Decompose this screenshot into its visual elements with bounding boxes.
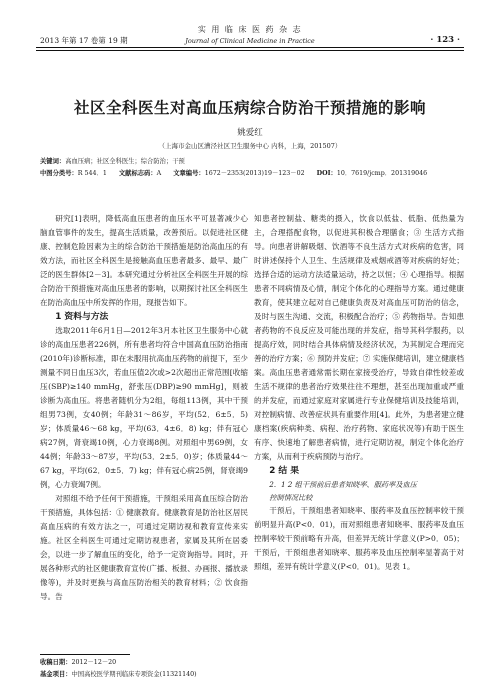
issue-label: 2013 年第 17 卷第 19 期: [40, 36, 128, 45]
received-date-line: [40, 657, 116, 666]
journal-header: [0, 24, 500, 45]
subsection-heading-2-1-line2: 控制情况比较: [269, 493, 313, 502]
journal-name-en: Journal of Clinical Medicine in Practice: [185, 37, 315, 45]
doc-code-value: A: [156, 170, 162, 177]
header-rule: [36, 47, 464, 48]
methods-paragraph-2: 对照组不给予任何干预措施，干预组采用高血压综合防治干预措施，具体包括：① 健康教育。健康教育是防治社区居民高血压病的有效方法之一，可通过定期访视和教育宣传来实施。社区全科医生可通过定期访视患者，家属及其所在居委会，以进一步了解血压的变化，给予一定资询指导。同时，开展各种形式的社区健康教育宣传(广播、板报、办画报、播放录像等)，并及时更换与高血压防治相关的教育材料；② 饮食指导。告: [40, 494, 248, 601]
fund-line: [40, 669, 197, 678]
clc-value: R 544．1: [77, 170, 107, 177]
header-rule-thin: [36, 50, 464, 51]
subsection-heading-2-1: [254, 478, 464, 504]
keywords-label: 关键词：: [40, 158, 66, 165]
doi-label: DOI：: [316, 170, 337, 177]
clc-label: 中图分类号：: [40, 170, 78, 177]
results-paragraph: 干预后，干预组患者知晓率、服药率及血压控制率较干预前明显升高(P<0．01)，而对照组患者知晓率、服药率及血压控制率较干预前略有升高，但差异无统计学意义(P>0．05)；干预后，干预组患者知晓率、服药率及血压控制率显著高于对照组，差异有统计学意义(P<0．01)。见表 1。: [254, 506, 464, 571]
article-no-value: 1672－2353(2013)19－123－02: [204, 170, 305, 177]
journal-name-cn: 实 用 临 床 医 药 杂 志: [197, 25, 303, 34]
intro-paragraph: 研究[1]表明，降低高血压患者的血压水平可显著减少心脑血管事件的发生，提高生活质量，改善预后。以促进社区健康、控制危险因素为主的综合防治干预措施是防治高血压的有效方法，而社区全科医生是接触高血压患者最多、最早、最广泛的医生群体[2－3]。本研究通过分析社区全科医生开展的综合防治干预措施对高血压患者的影响，以期探讨社区全科医生在防治高血压中所发挥的作用，现报告如下。: [40, 214, 248, 307]
doc-code-label: 文献标志码：: [118, 170, 157, 177]
methods-paragraph-2-continued: 知患者控制盐、糖类的摄入，饮食以低盐、低脂、低热量为主，合理搭配食物，以促进其积极合理膳食；③ 生活方式指导。向患者讲解吸烟、饮酒等不良生活方式对疾病的危害，同时讲述保持个人卫生、生活规律及戒烟戒酒等对疾病的好处；选择合适的运动方法适量运动，持之以恒；④ 心理指导。根据患者不同病情及心情，制定个体化的心理指导方案。通过健康教育，使其建立起对自己健康负责及对高血压可防治的信念，及时与医生沟通、交流，积极配合治疗；⑤ 药物指导。告知患者药物的不良反应及可能出现的并发症，指导其科学服药，以提高疗效，同时结合具体病情及经济状况，为其制定合理而完善的治疗方案；⑥ 预防并发症；⑦ 实施保健培训，建立健康档案。高血压患者通常需长期在家接受治疗，导致自律性较差或生活不规律的患者治疗效果往往不理想，甚至出现加重或严重的并发症，而通过家庭对家属进行专业保健培训及技能培训，对控制病情、改善症状具有重要作用[4]。此外，为患者建立健康档案(疾病种类、病程、治疗药物、家庭状况等)有助于医生有序、快速地了解患者病情，进行定期访视，制定个体化治疗方案，从而利于疾病预防与治疗。: [254, 214, 464, 461]
article-title: 社区全科医生对高血压病综合防治干预措施的影响: [73, 99, 426, 117]
left-column: [40, 212, 248, 604]
received-date: 2012－12－20: [71, 659, 117, 666]
page-number: · 123 ·: [430, 35, 460, 45]
doi-value: 10．7619/jcmp．201319046: [336, 170, 428, 177]
affiliation: （上海市金山区漕泾社区卫生服务中心 内科，上海，201507）: [158, 142, 342, 150]
fund-value: 中国高校医学期刊临床专项资金(11321140): [71, 671, 197, 678]
author: 姚爱红: [237, 128, 263, 138]
received-label: 收稿日期：: [40, 659, 72, 666]
article-no-label: 文章编号：: [173, 170, 205, 177]
section-heading-results: 2 结 果: [269, 466, 300, 476]
keywords: 高血压病；社区全科医生；综合防治；干预: [65, 158, 185, 165]
fund-label: 基金项目：: [40, 671, 72, 678]
subsection-heading-2-1-line1: 2．1 2 组干预前后患者知晓率、服药率及血压: [269, 480, 417, 489]
methods-paragraph-1: 选取2011年6月1日—2012年3月本社区卫生服务中心就诊的高血压患者226例，所有患者均符合中国高血压防治指南(2010年)诊断标准，即在未服用抗高血压药物的前提下，至少测量不同日血压3次，若血压值2次或>2次超出正常范围[收缩压(SBP)≥140 mmHg，舒张压(DBP)≥90 mmHg]，则被诊断为高血压。将患者随机分为2组，每组113例，其中干预组男73例，女40例；年龄31～86岁，平均(52．6±5．5)岁；体质量46～68 kg，平均(63．4±6．8) kg；伴有冠心病27例，肾衰竭10例，心力衰竭8例。对照组中男69例，女44例；年龄33～87岁，平均(53．2±5．0)岁；体质量44～67 kg，平均(62．0±5．7) kg；伴有冠心病25例，肾衰竭9例，心力衰竭7例。: [40, 326, 248, 489]
section-heading-methods: 1 资料与方法: [55, 312, 109, 322]
footnote-rule: [40, 654, 130, 655]
right-column: [254, 212, 464, 574]
keywords-line: [40, 156, 185, 165]
classification-line: [40, 168, 427, 177]
